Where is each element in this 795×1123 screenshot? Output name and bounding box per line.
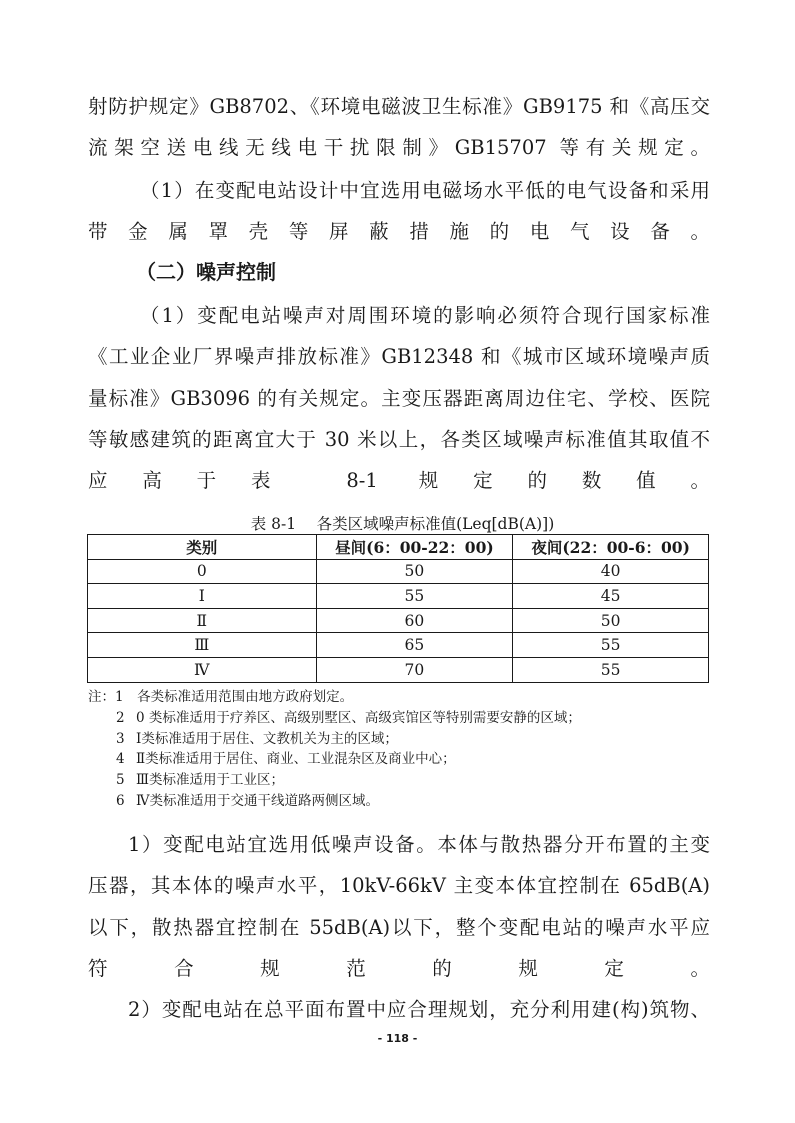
- text-line: 2）变配电站在总平面布置中应合理规划，充分利用建(构)筑物、: [128, 998, 710, 1021]
- text-line: 1）变配电站宜选用低噪声设备。本体与散热器分开布置的主变: [128, 833, 710, 856]
- text-line: 压器，其本体的噪声水平，10kV-66kV 主变本体宜控制在 65dB(A): [88, 874, 710, 898]
- table-cell: 65: [316, 633, 513, 658]
- note-text: Ⅲ类标准适用于工业区；: [136, 772, 285, 789]
- table-caption: 表 8-1 各类区域噪声标准值(Leq[dB(A)]): [250, 515, 555, 533]
- paragraph-site-layout: [88, 989, 710, 1030]
- text-line: 应高于表 8-1 规定的数值。: [88, 469, 710, 493]
- text-line: 射防护规定》GB8702、《环境电磁波卫生标准》GB9175 和《高压交: [88, 95, 710, 118]
- paragraph-low-noise-equipment: [88, 824, 710, 989]
- text-line: （1）在变配电站设计中宜选用电磁场水平低的电气设备和采用: [140, 179, 710, 202]
- note-item: [88, 770, 581, 791]
- paragraph-radiation-standards: [88, 86, 710, 169]
- table-cell: 60: [316, 608, 513, 633]
- table-row: [88, 584, 709, 609]
- paragraph-noise-standards: [88, 295, 710, 501]
- note-number: 注：1: [88, 689, 124, 705]
- text-line: 《工业企业厂界噪声排放标准》GB12348 和《城市区域环境噪声质: [88, 345, 710, 369]
- table-cell: Ⅳ: [88, 657, 317, 682]
- table-cell: Ⅰ: [88, 584, 317, 609]
- text-line: 等敏感建筑的距离宜大于 30 米以上，各类区域噪声标准值其取值不: [88, 427, 710, 451]
- column-header: 昼间(6：00-22：00): [316, 535, 513, 560]
- note-text: Ⅰ类标准适用于居住、文教机关为主的区域；: [136, 730, 398, 747]
- note-text: Ⅱ类标准适用于居住、商业、工业混杂区及商业中心；: [136, 751, 456, 768]
- paragraph-emf-equipment: [88, 170, 710, 253]
- note-number: 2: [116, 709, 125, 726]
- note-text: Ⅳ类标准适用于交通干线道路两侧区域。: [136, 792, 379, 809]
- column-header: 夜间(22：00-6：00): [513, 535, 709, 560]
- text-line: 量标准》GB3096 的有关规定。主变压器距离周边住宅、学校、医院: [88, 386, 710, 410]
- note-number: 3: [116, 730, 125, 747]
- note-text: 0 类标准适用于疗养区、高级别墅区、高级宾馆区等特别需要安静的区域；: [136, 709, 581, 726]
- note-item: [88, 708, 581, 729]
- note-number: 4: [116, 751, 125, 768]
- table-cell: 50: [316, 559, 513, 584]
- page-number: - 118 -: [377, 1032, 418, 1045]
- table-row: [88, 559, 709, 584]
- table-row: [88, 608, 709, 633]
- note-text: 各类标准适用范围由地方政府划定。: [137, 689, 354, 705]
- text-line: （1）变配电站噪声对周围环境的影响必须符合现行国家标准: [140, 304, 710, 327]
- text-line: 以下，散热器宜控制在 55dB(A)以下，整个变配电站的噪声水平应: [88, 915, 710, 939]
- table-notes: [88, 687, 581, 812]
- table-cell: 50: [513, 608, 709, 633]
- table-row: [88, 657, 709, 682]
- note-number: 5: [116, 772, 125, 789]
- table-cell: Ⅲ: [88, 633, 317, 658]
- column-header: 类别: [88, 535, 317, 560]
- table-row: [88, 633, 709, 658]
- table-cell: 0: [88, 559, 317, 584]
- note-item: [88, 687, 581, 708]
- table-cell: 40: [513, 559, 709, 584]
- table-cell: 45: [513, 584, 709, 609]
- text-line: 流架空送电线无线电干扰限制》GB15707 等有关规定。: [88, 136, 710, 160]
- note-item: [88, 749, 581, 770]
- table-cell: 55: [513, 633, 709, 658]
- text-line: 符合规范的规定。: [88, 956, 710, 980]
- text-line: 带金属罩壳等屏蔽措施的电气设备。: [88, 220, 710, 244]
- table-cell: 70: [316, 657, 513, 682]
- section-heading: （二）噪声控制: [136, 260, 276, 284]
- note-item: [88, 791, 581, 812]
- note-number: 6: [116, 792, 125, 809]
- note-item: [88, 729, 581, 750]
- table-cell: 55: [513, 657, 709, 682]
- table-cell: Ⅱ: [88, 608, 317, 633]
- noise-standard-table: [87, 534, 709, 683]
- table-header-row: [88, 535, 709, 560]
- table-cell: 55: [316, 584, 513, 609]
